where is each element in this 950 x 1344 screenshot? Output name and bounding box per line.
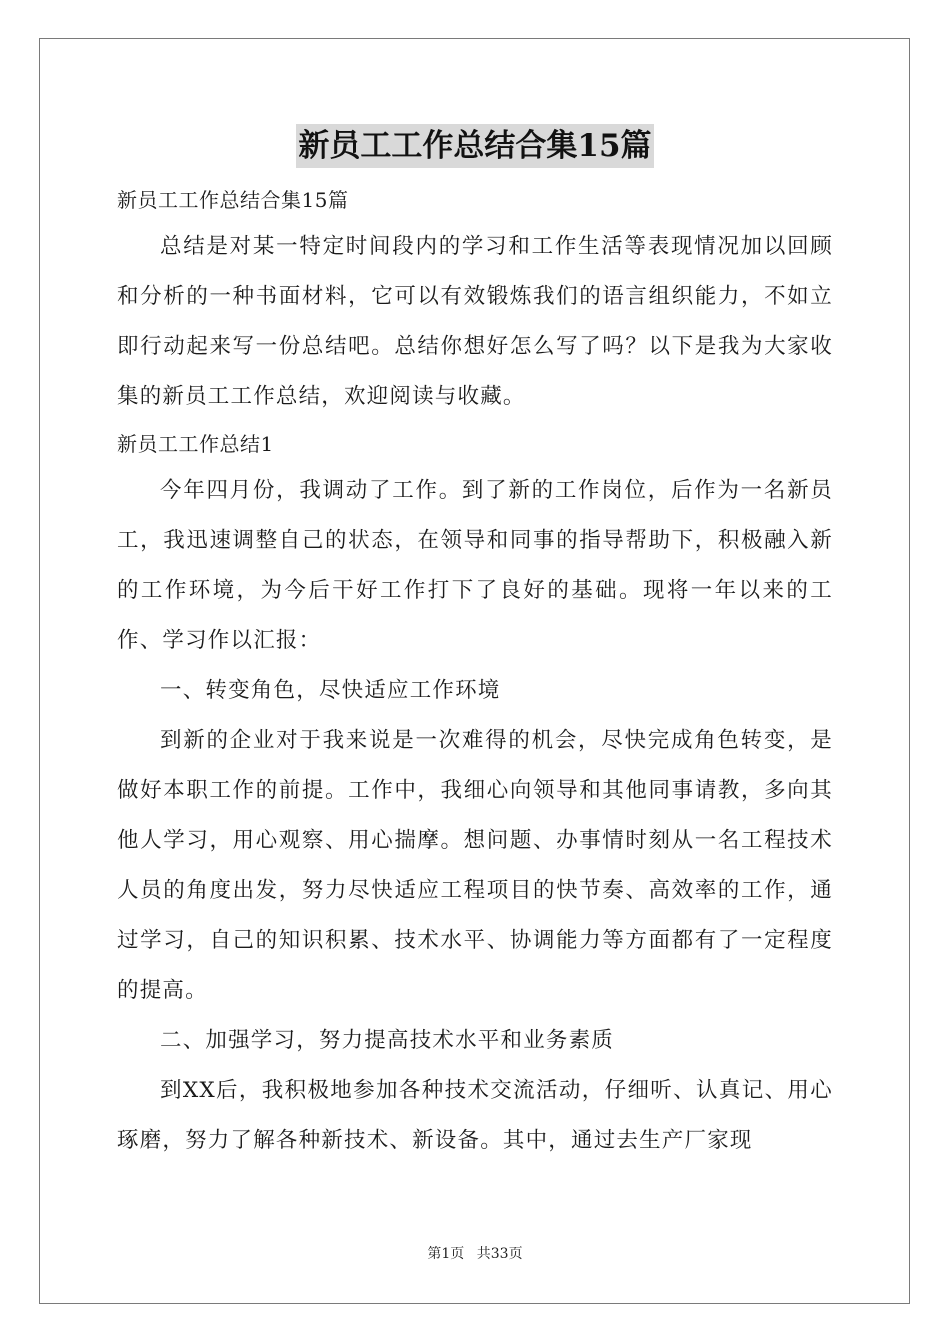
page-total: 共33页 [476,1246,523,1262]
document-title: 新员工工作总结合集15篇 [296,124,653,168]
body-paragraph: 到XX后，我积极地参加各种技术交流活动，仔细听、认真记、用心琢磨，努力了解各种新技术、新设备。其中，通过去生产厂家现 [117,1078,833,1153]
document-body [117,178,833,1166]
body-paragraph: 今年四月份，我调动了工作。到了新的工作岗位，后作为一名新员工，我迅速调整自己的状态，在领导和同事的指导帮助下，积极融入新的工作环境，为今后干好工作打下了良好的基础。现将一年以来的工作、学习作以汇报： [117,478,833,653]
intro-paragraph: 总结是对某一特定时间段内的学习和工作生活等表现情况加以回顾和分析的一种书面材料，它可以有效锻炼我们的语言组织能力，不如立即行动起来写一份总结吧。总结你想好怎么写了吗？以下是我为大家收集的新员工工作总结，欢迎阅读与收藏。 [117,234,833,409]
section-heading-1: 新员工工作总结1 [117,432,274,456]
subheading-1: 一、转变角色，尽快适应工作环境 [160,678,501,703]
body-paragraph: 到新的企业对于我来说是一次难得的机会，尽快完成角色转变，是做好本职工作的前提。工作中，我细心向领导和其他同事请教，多向其他人学习，用心观察、用心揣摩。想问题、办事情时刻从一名工程技术人员的角度出发，努力尽快适应工程项目的快节奏、高效率的工作，通过学习，自己的知识积累、技术水平、协调能力等方面都有了一定程度的提高。 [117,728,833,1003]
title-container [0,124,950,168]
subheading-2: 二、加强学习，努力提高技术水平和业务素质 [160,1028,615,1053]
page-number: 第1页 [427,1246,465,1262]
page-footer [0,1243,950,1263]
subtitle-line: 新员工工作总结合集15篇 [117,188,349,212]
